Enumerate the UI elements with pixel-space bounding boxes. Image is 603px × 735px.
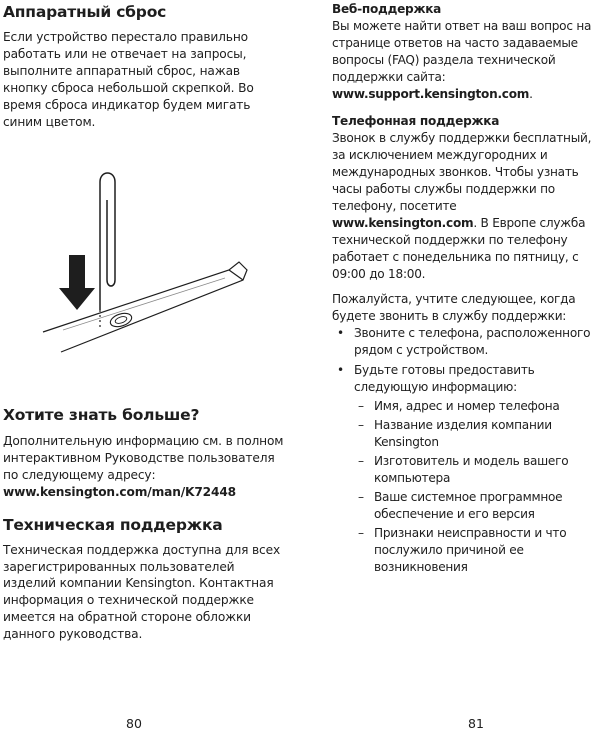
tech-support-title: Техническая поддержка [3, 515, 223, 534]
kensington-url-link[interactable]: www.kensington.com [332, 216, 474, 230]
web-support-text [332, 18, 603, 103]
phone-support-text [332, 130, 603, 283]
manual-url-link[interactable]: www.kensington.com/man/K72448 [3, 484, 236, 499]
page-number-left: 80 [126, 716, 142, 731]
list-item [354, 398, 603, 415]
paperclip-reset-illustration [3, 160, 291, 360]
list-item [332, 325, 603, 359]
tech-support-text: Техническая поддержка доступна для всех зарегистрированных пользователей изделий компании Kensington. Контактная информация о технической поддержке имеется на обратной стороне обложки данного руководства. [3, 542, 281, 642]
hard-reset-title: Аппаратный сброс [3, 3, 167, 21]
bullet-text: Звоните с телефона, расположенного рядом с устройством. [354, 326, 591, 357]
sub-item-text: Признаки неисправности и что послужило причиной ее возникновения [374, 526, 567, 574]
support-url-link[interactable]: www.support.kensington.com [332, 87, 530, 101]
bullet-text: Будьте готовы предоставить следующую информацию: [354, 363, 535, 394]
learn-more-title: Хотите знать больше? [3, 406, 200, 424]
web-support-period: . [529, 87, 533, 101]
hard-reset-text: Если устройство перестало правильно работать или не отвечает на запросы, выполните аппаратный сброс, нажав кнопку сброса небольшой скрепкой. Во время сброса индикатор будем мигать синим цветом. [3, 30, 254, 129]
left-page-lower [3, 405, 293, 643]
list-item [354, 453, 603, 487]
notes-intro: Пожалуйста, учтите следующее, когда будете звонить в службу поддержки: [332, 292, 576, 323]
learn-more-text [3, 433, 285, 501]
right-page [332, 0, 603, 576]
sub-item-text: Название изделия компании Kensington [374, 418, 552, 449]
list-item [354, 417, 603, 451]
down-arrow-icon [59, 255, 95, 310]
paperclip-icon [100, 173, 115, 310]
sub-item-text: Изготовитель и модель вашего компьютера [374, 454, 569, 485]
web-support-body: Вы можете найти ответ на ваш вопрос на странице ответов на часто задаваемые вопросы (FAQ) раздела технической поддержки сайта: [332, 19, 592, 84]
phone-support-body: Звонок в службу поддержки бесплатный, за исключением междугородних и международных звонков. Чтобы узнать часы работы службы поддержки по телефону, посетите [332, 131, 592, 213]
page-number-right: 81 [468, 716, 484, 731]
list-item [332, 362, 603, 576]
learn-more-body: Дополнительную информацию см. в полном интерактивном Руководстве пользователя по следующему адресу: [3, 434, 284, 482]
list-item [354, 525, 603, 576]
left-page [3, 0, 293, 130]
info-list [354, 398, 603, 576]
list-item [354, 489, 603, 523]
phone-support-hours: . В Европе служба технической поддержки по телефону работает с понедельника по пятницу, с 09:00 до 18:00. [332, 216, 586, 281]
sub-item-text: Имя, адрес и номер телефона [374, 399, 560, 413]
call-tips-list [332, 325, 603, 576]
web-support-heading: Веб-поддержка [332, 2, 442, 16]
sub-item-text: Ваше системное программное обеспечение и его версия [374, 490, 563, 521]
phone-support-heading: Телефонная поддержка [332, 114, 500, 128]
